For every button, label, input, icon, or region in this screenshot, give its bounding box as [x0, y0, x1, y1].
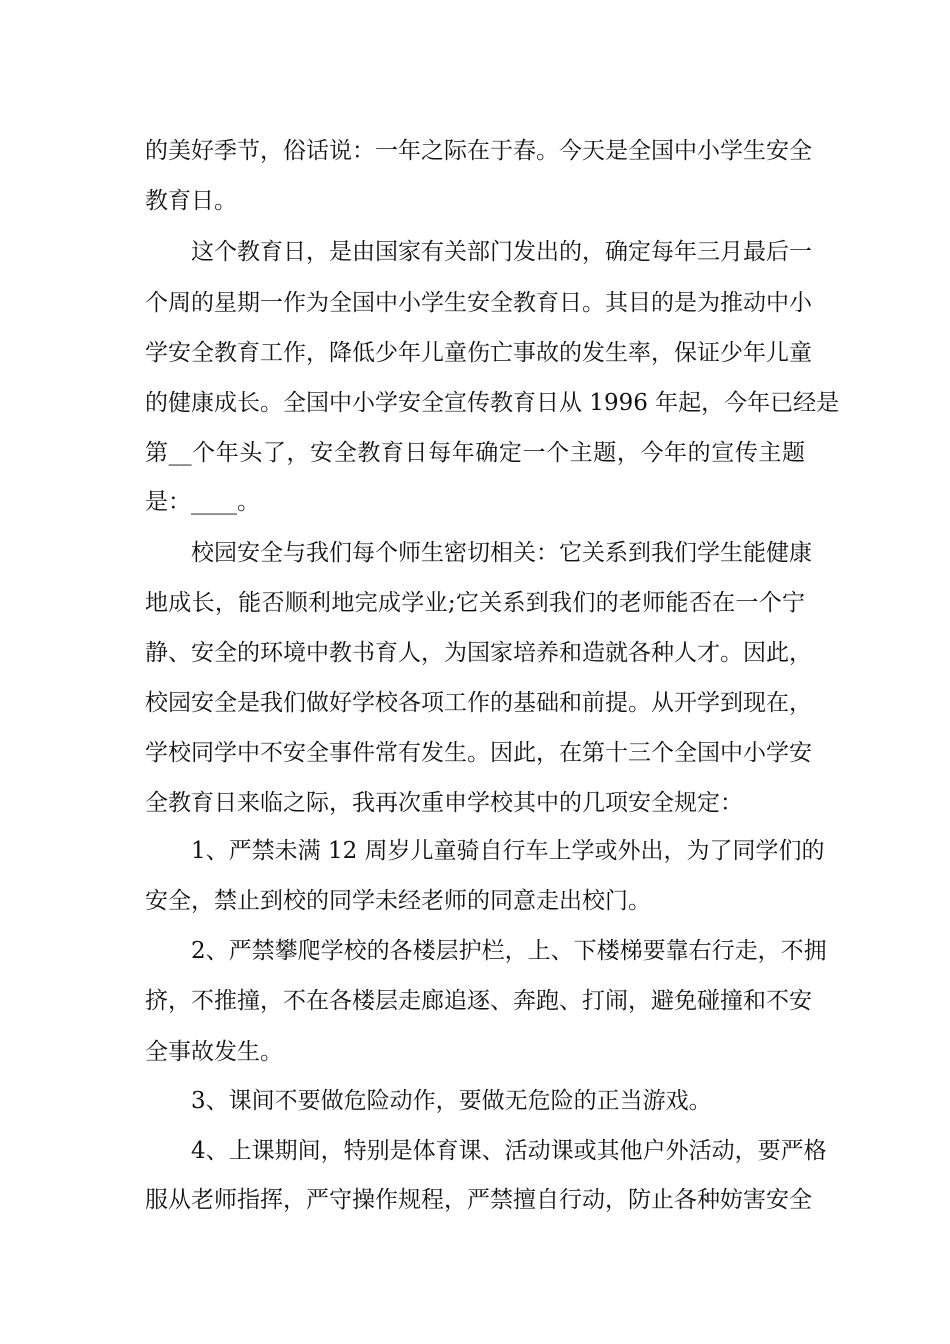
text-line: 3、课间不要做危险动作，要做无危险的正当游戏。: [191, 1088, 712, 1114]
text-line: 全事故发生。: [145, 1039, 283, 1065]
text-line: 校园安全是我们做好学校各项工作的基础和前提。从开学到现在，: [145, 690, 812, 716]
text-line: 第__个年头了，安全教育日每年确定一个主题，今年的宣传主题: [145, 440, 805, 466]
text-line: 安全，禁止到校的同学未经老师的同意走出校门。: [145, 888, 651, 914]
text-line: 2、严禁攀爬学校的各楼层护栏，上、下楼梯要靠右行走，不拥: [191, 938, 827, 964]
text-line: 静、安全的环境中教书育人，为国家培养和造就各种人才。因此，: [145, 640, 812, 666]
text-line: 学校同学中不安全事件常有发生。因此，在第十三个全国中小学安: [145, 740, 812, 766]
text-line: 这个教育日，是由国家有关部门发出的，确定每年三月最后一: [191, 239, 812, 265]
text-line: 挤，不推撞，不在各楼层走廊追逐、奔跑、打闹，避免碰撞和不安: [145, 988, 812, 1014]
text-line: 1、严禁未满 12 周岁儿童骑自行车上学或外出，为了同学们的: [191, 838, 825, 864]
text-line: 是：____。: [145, 489, 260, 515]
text-line: 全教育日来临之际，我再次重申学校其中的几项安全规定：: [145, 790, 743, 816]
text-line: 学安全教育工作，降低少年儿童伤亡事故的发生率，保证少年儿童: [145, 340, 812, 366]
text-line: 4、上课期间，特别是体育课、活动课或其他户外活动，要严格: [191, 1138, 827, 1164]
text-line: 的美好季节，俗话说：一年之际在于春。今天是全国中小学生安全: [145, 138, 812, 164]
text-line: 的健康成长。全国中小学安全宣传教育日从 1996 年起，今年已经是: [145, 390, 840, 416]
text-line: 校园安全与我们每个师生密切相关：它关系到我们学生能健康: [191, 540, 812, 566]
text-line: 地成长，能否顺利地完成学业;它关系到我们的老师能否在一个宁: [145, 590, 805, 616]
text-line: 教育日。: [145, 188, 237, 214]
text-line: 个周的星期一作为全国中小学生安全教育日。其目的是为推动中小: [145, 290, 812, 316]
text-line: 服从老师指挥，严守操作规程，严禁擅自行动，防止各种妨害安全: [145, 1187, 812, 1213]
